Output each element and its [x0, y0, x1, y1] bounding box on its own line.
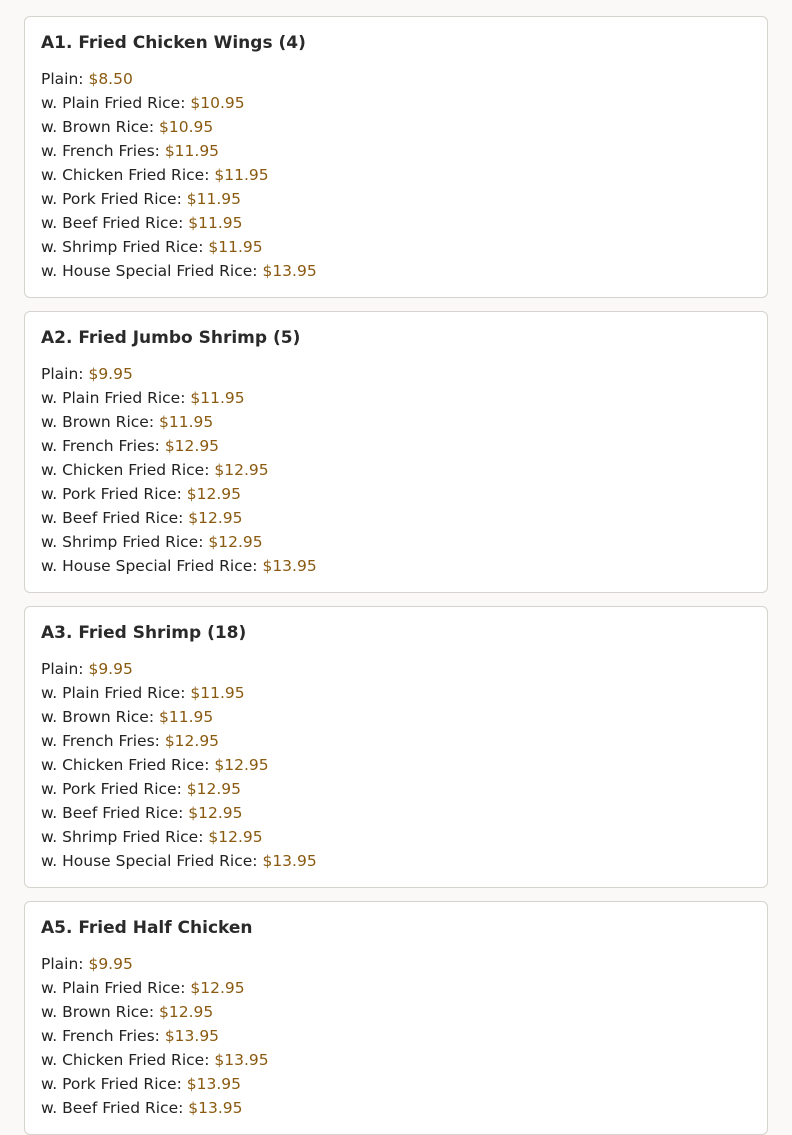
- price-value: $13.95: [262, 852, 317, 870]
- price-row: [41, 163, 751, 187]
- price-row: [41, 976, 751, 1000]
- price-label: w. Pork Fried Rice:: [41, 190, 182, 208]
- price-label: w. Shrimp Fried Rice:: [41, 533, 204, 551]
- price-row: [41, 1000, 751, 1024]
- price-label: w. Plain Fried Rice:: [41, 94, 186, 112]
- price-label: w. Chicken Fried Rice:: [41, 166, 210, 184]
- price-value: $13.95: [164, 1027, 220, 1045]
- price-label: Plain:: [41, 365, 84, 383]
- price-label: w. Beef Fried Rice:: [41, 804, 184, 822]
- price-label: w. French Fries:: [41, 142, 160, 160]
- price-value: $11.95: [190, 684, 245, 702]
- price-row: [41, 362, 751, 386]
- price-label: w. House Special Fried Rice:: [41, 557, 258, 575]
- price-row: [41, 1024, 751, 1048]
- menu-item-card[interactable]: [24, 311, 768, 593]
- price-label: w. Plain Fried Rice:: [41, 979, 186, 997]
- price-label: w. Brown Rice:: [41, 1003, 155, 1021]
- price-value: $9.95: [88, 955, 133, 973]
- price-row: [41, 434, 751, 458]
- menu-item-title: A1. Fried Chicken Wings (4): [41, 33, 306, 53]
- price-value: $8.50: [88, 70, 133, 88]
- price-value: $12.95: [190, 979, 245, 997]
- menu-item-card[interactable]: [24, 606, 768, 888]
- price-row: [41, 91, 751, 115]
- price-value: $12.95: [214, 756, 269, 774]
- price-label: Plain:: [41, 660, 84, 678]
- price-row: [41, 530, 751, 554]
- price-row: [41, 506, 751, 530]
- price-row: [41, 139, 751, 163]
- price-row: [41, 67, 751, 91]
- price-row: [41, 115, 751, 139]
- price-value: $12.95: [164, 437, 220, 455]
- price-label: w. Beef Fried Rice:: [41, 509, 184, 527]
- price-row: [41, 825, 751, 849]
- price-label: w. House Special Fried Rice:: [41, 262, 258, 280]
- price-label: w. House Special Fried Rice:: [41, 852, 258, 870]
- price-label: w. Pork Fried Rice:: [41, 780, 182, 798]
- price-row: [41, 211, 751, 235]
- price-value: $9.95: [88, 660, 133, 678]
- price-row: [41, 801, 751, 825]
- price-label: w. Brown Rice:: [41, 413, 155, 431]
- price-row: [41, 1072, 751, 1096]
- price-value: $12.95: [214, 461, 269, 479]
- price-label: w. Plain Fried Rice:: [41, 389, 186, 407]
- price-row: [41, 410, 751, 434]
- menu-item-title: A3. Fried Shrimp (18): [41, 623, 247, 643]
- price-label: w. Chicken Fried Rice:: [41, 756, 210, 774]
- price-row: [41, 235, 751, 259]
- price-label: w. Chicken Fried Rice:: [41, 1051, 210, 1069]
- price-row: [41, 729, 751, 753]
- price-value: $11.95: [208, 238, 263, 256]
- menu-item-card[interactable]: [24, 901, 768, 1135]
- price-value: $11.95: [188, 214, 243, 232]
- price-row: [41, 1048, 751, 1072]
- price-value: $12.95: [186, 485, 241, 503]
- price-value: $11.95: [186, 190, 241, 208]
- price-row: [41, 259, 751, 283]
- price-label: w. Beef Fried Rice:: [41, 1099, 184, 1117]
- price-value: $11.95: [164, 142, 220, 160]
- price-value: $11.95: [190, 389, 245, 407]
- price-value: $11.95: [158, 413, 214, 431]
- price-label: w. Pork Fried Rice:: [41, 485, 182, 503]
- price-label: w. Shrimp Fried Rice:: [41, 238, 204, 256]
- price-row: [41, 386, 751, 410]
- price-value: $9.95: [88, 365, 133, 383]
- price-row: [41, 849, 751, 873]
- price-label: w. Plain Fried Rice:: [41, 684, 186, 702]
- price-value: $13.95: [188, 1099, 243, 1117]
- menu-item-title: A2. Fried Jumbo Shrimp (5): [41, 328, 301, 348]
- price-row: [41, 187, 751, 211]
- price-label: w. Pork Fried Rice:: [41, 1075, 182, 1093]
- price-value: $12.95: [188, 804, 243, 822]
- menu-item-card[interactable]: [24, 16, 768, 298]
- price-row: [41, 681, 751, 705]
- price-row: [41, 777, 751, 801]
- price-value: $13.95: [262, 557, 317, 575]
- price-value: $12.95: [208, 828, 263, 846]
- price-row: [41, 705, 751, 729]
- price-label: w. Brown Rice:: [41, 708, 155, 726]
- price-label: w. French Fries:: [41, 732, 160, 750]
- price-value: $13.95: [262, 262, 317, 280]
- price-row: [41, 1096, 751, 1120]
- price-row: [41, 657, 751, 681]
- price-label: w. Beef Fried Rice:: [41, 214, 184, 232]
- price-row: [41, 554, 751, 578]
- price-row: [41, 482, 751, 506]
- price-row: [41, 952, 751, 976]
- price-label: w. French Fries:: [41, 1027, 160, 1045]
- price-value: $13.95: [214, 1051, 269, 1069]
- price-label: Plain:: [41, 955, 84, 973]
- price-row: [41, 458, 751, 482]
- price-value: $12.95: [208, 533, 263, 551]
- price-row: [41, 753, 751, 777]
- price-value: $13.95: [186, 1075, 241, 1093]
- price-label: w. Brown Rice:: [41, 118, 155, 136]
- price-value: $11.95: [158, 708, 214, 726]
- price-value: $10.95: [158, 118, 214, 136]
- price-value: $10.95: [190, 94, 245, 112]
- price-label: Plain:: [41, 70, 84, 88]
- price-label: w. Shrimp Fried Rice:: [41, 828, 204, 846]
- price-label: w. Chicken Fried Rice:: [41, 461, 210, 479]
- price-value: $12.95: [186, 780, 241, 798]
- menu-item-title: A5. Fried Half Chicken: [41, 918, 253, 938]
- price-value: $12.95: [158, 1003, 214, 1021]
- price-value: $12.95: [164, 732, 220, 750]
- price-value: $12.95: [188, 509, 243, 527]
- price-label: w. French Fries:: [41, 437, 160, 455]
- price-value: $11.95: [214, 166, 269, 184]
